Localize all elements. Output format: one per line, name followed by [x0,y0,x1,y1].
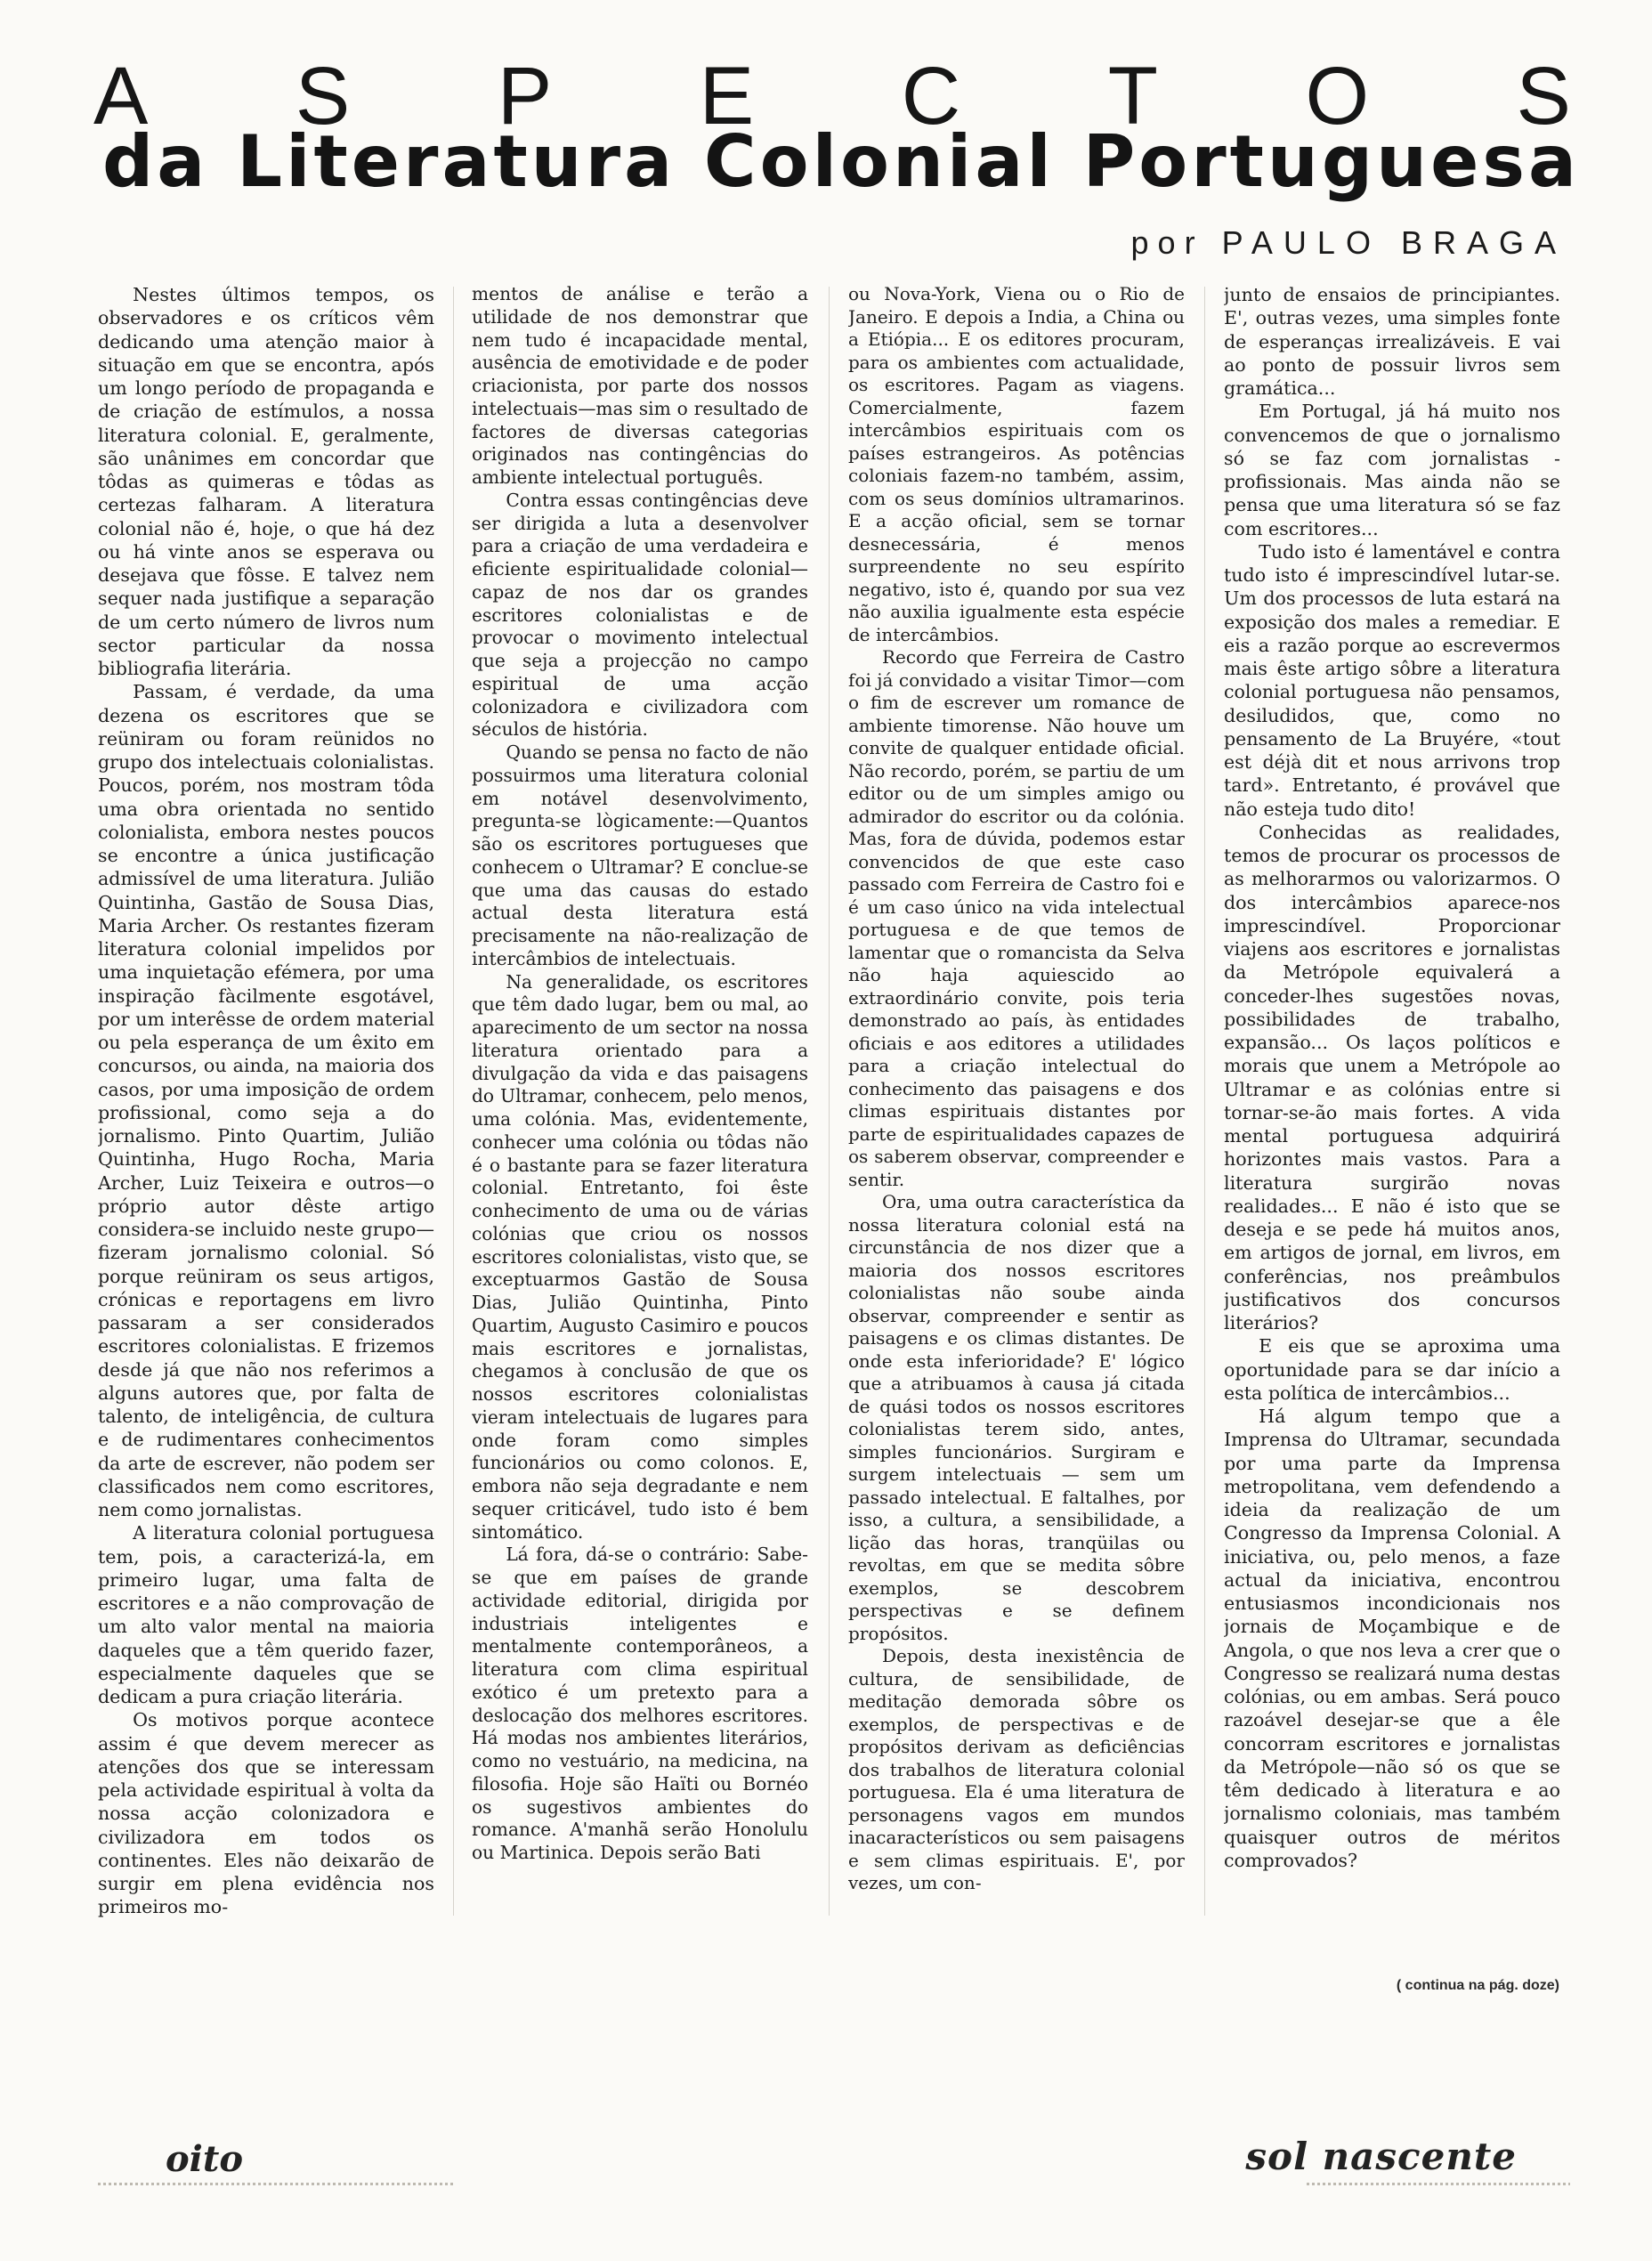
byline-author: PAULO BRAGA [1221,224,1567,261]
paragraph: Há algum tempo que a Imprensa do Ultramar, secundada por uma parte da Imprensa metropolitana, vem defendendo a ideia da realização de um Congresso da Imprensa Colonial. A iniciativa, ou, pelo menos, a faze actual da iniciativa, encontrou entusiasmos incondicionais nos jornais de Moçambique e de Angola, o que nos leva a crer que o Congresso se realizará numa destas colónias, ou em ambas. Será pouco razoável desejar-se que a êle concorram escritores e jornalistas da Metrópole—não só os que se têm dedicado à literatura e ao jornalismo coloniais, mas também quaisquer outros de méritos comprovados? [1224,1406,1560,1871]
magazine-name: sol nascente [1245,2135,1517,2178]
paragraph: junto de ensaios de principiantes. E', outras vezes, uma simples fonte de esperanças irrealizáveis. E vai ao ponto de possuir livros sem gramática... [1224,284,1560,399]
paragraph: Passam, é verdade, da uma dezena os escritores que se reüniram ou foram reünidos no grupo dos intelectuais colonialistas. Poucos, porém, nos mostram tôda uma obra orientada no sentido colonialista, embora nestes poucos se encontre a única justificação admissível de uma literatura. Julião Quintinha, Gastão de Sousa Dias, Maria Archer. Os restantes fizeram literatura colonial impelidos por uma inquietação efémera, por uma inspiração fàcilmente esgotável, por um interêsse de ordem material ou pela esperança de um êxito em concursos, ou ainda, na maioria dos casos, por uma imposição de ordem profissional, como seja a do jornalismo. Pinto Quartim, Julião Quintinha, Hugo Rocha, Maria Archer, Luiz Teixeira e outros—o próprio autor dêste artigo considera-se incluido neste grupo—fizeram jornalismo colonial. Só porque reüniram os seus artigos, crónicas e reportagens em livro passaram a ser considerados escritores colonialistas. E frizemos desde já que não nos referimos a alguns autores que, por falta de talento, de inteligência, de cultura e de rudimentares conhecimentos da arte de escrever, não podem ser classificados nem como escritores, nem como jornalistas. [98,681,434,1520]
paragraph: ou Nova-York, Viena ou o Rio de Janeiro. E depois a India, a China ou a Etiópia... E os editores procuram, para os ambientes com actualidade, os escritores. Pagam as viagens. Comercialmente, fazem intercâmbios espirituais com os países estrangeiros. As potências coloniais fazem-no também, assim, com os seus domínios ultramarinos. E a acção oficial, sem se tornar desnecessária, é menos surpreendente no seu espírito negativo, isto é, quando por sua vez não auxilia igualmente esta espécie de intercâmbios. [848,283,1185,645]
article-title: da Literatura Colonial Portuguesa [102,120,1580,203]
text-column-1 [98,283,434,1921]
paragraph: Nestes últimos tempos, os observadores e os críticos vêm dedicando uma atenção maior à situação em que se encontra, após um longo período de propaganda e de criação de estímulos, a nossa literatura colonial. E, geralmente, são unânimes em concordar que tôdas as quimeras e tôdas as certezas falharam. A literatura colonial não é, hoje, o que há dez ou há vinte anos se esperava ou desejava que fôsse. E talvez nem sequer nada justifique a separação de um certo número de livros num sector particular da nossa bibliografia literária. [98,284,434,679]
paragraph: Recordo que Ferreira de Castro foi já convidado a visitar Timor—com o fim de escrever um romance de ambiente timorense. Não houve um convite de qualquer entidade oficial. Não recordo, porém, se partiu de um editor ou de um simples amigo ou admirador do escritor ou da colónia. Mas, fora de dúvida, podemos estar convencidos de que este caso passado com Ferreira de Castro foi e é um caso único na vida intelectual portuguesa e de que temos de lamentar que o romancista da Selva não haja aquiescido ao extraordinário convite, pois teria demonstrado ao país, às entidades oficiais e aos editores a utilidades para a criação intelectual do conhecimento das paisagens e dos climas espirituais distantes por parte de espiritualidades capazes de os saberem observar, compreender e sentir. [848,646,1185,1190]
paragraph: Depois, desta inexistência de cultura, de sensibilidade, de meditação demorada sôbre os exemplos, de perspectivas e de propósitos derivam as deficiências dos trabalhos de literatura colonial portuguesa. Ela é uma literatura de personagens vagos em mundos inacaracterísticos ou sem paisagens e sem climas espirituais. E', por vezes, um con- [848,1645,1185,1893]
text-column-3 [848,283,1185,1921]
article-body [98,283,1558,1921]
paragraph: E eis que se aproxima uma oportunidade para se dar início a esta política de intercâmbios... [1224,1335,1560,1404]
paragraph: Ora, uma outra característica da nossa literatura colonial está na circunstância de nos dizer que a maioria dos nossos escritores colonialistas não soube ainda observar, compreender e sentir as paisagens e os climas distantes. De onde esta inferioridade? E' lógico que a atribuamos à causa já citada de quási todos os nossos escritores colonialistas terem sido, antes, simples funcionários. Surgiram e surgem intelectuais — sem um passado intelectual. E faltalhes, por isso, a cultura, a sensibilidade, a lição das horas, tranqüilas ou revoltas, em que se medita sôbre exemplos, se descobrem perspectivas e se definem propósitos. [848,1191,1185,1644]
paragraph: Tudo isto é lamentável e contra tudo isto é imprescindível lutar-se. Um dos processos de luta estará na exposição dos males a remediar. E eis a razão porque ao escrevermos mais êste artigo sôbre a literatura colonial portuguesa não pensamos, desiludidos, que, como no pensamento de La Bruyére, «tout est déjà dit et nous arrivons trop tard». Entretanto, é provável que não esteja tudo dito! [1224,540,1560,820]
kicker-letter: S [1516,51,1571,142]
paragraph: mentos de análise e terão a utilidade de nos demonstrar que nem tudo é incapacidade mental, ausência de emotividade e de poder criacionista, por parte dos nossos intelectuais—mas sim o resultado de factores de diversas categorias originados nas contingências do ambiente intelectual português. [472,283,808,488]
text-column-2 [472,283,808,1921]
kicker-letter: O [1305,51,1369,142]
page-number: oito [166,2138,244,2180]
paragraph: Conhecidas as realidades, temos de procurar os processos de as melhorarmos ou valorizarmos. O dos intercâmbios aparece-nos imprescindível. Proporcionar viajens aos escritores e jornalistas da Metrópole equivalerá a conceder-lhes sugestões novas, possibilidades de trabalho, expansão... Os laços políticos e morais que unem a Metrópole ao Ultramar e as colónias entre si tornar-se-ão mais fortes. A vida mental portuguesa adquirirá horizontes mais vastos. Para a literatura surgirão novas realidades... E não é isto que se deseja e se pede há muitos anos, em artigos de jornal, em livros, em conferências, nos preâmbulos justificativos dos concursos literários? [1224,821,1560,1333]
continuation-note: ( continua na pág. doze) [1396,1978,1559,1993]
footer-rule [98,2183,454,2185]
byline [1131,224,1567,262]
paragraph: A literatura colonial portuguesa tem, pois, a caracterizá-la, em primeiro lugar, uma falta de escritores e a não comprovação de um alto valor mental na maioria daqueles que a têm querido fazer, especialmente daqueles que se dedicam a pura criação literária. [98,1522,434,1707]
paragraph: Em Portugal, já há muito nos convencemos de que o jornalismo só se faz com jornalistas - profissionais. Mas ainda não se pensa que uma literatura só se faz com escritores... [1224,401,1560,539]
kicker-letter: T [1107,51,1158,142]
kicker-letter: S [295,51,351,142]
kicker-letter: E [699,51,755,142]
kicker-letter: A [93,51,149,142]
paragraph: Contra essas contingências deve ser dirigida a luta a desenvolver para a criação de uma verdadeira e eficiente espiritualidade colonial—capaz de nos dar os grandes escritores colonialistas e de provocar o movimento intelectual que seja a projecção no campo espiritual de uma acção colonizadora e civilizadora com séculos de história. [472,489,808,741]
footer-rule [1307,2183,1570,2185]
paragraph: Lá fora, dá-se o contrário: Sabe-se que em países de grande actividade editorial, dirigida por industriais inteligentes e mentalmente contemporâneos, a literatura com clima espiritual exótico é um pretexto para a deslocação dos melhores escritores. Há modas nos ambientes literários, como no vestuário, na medicina, na filosofia. Hoje são Haïti ou Bornéo os sugestivos ambientes do romance. A'manhã serão Honolulu ou Martinica. Depois serão Bati [472,1544,808,1863]
column-rule [829,287,830,1916]
paragraph: Os motivos porque acontece assim é que devem merecer as atenções dos que se interessam pela actividade espiritual à volta da nossa acção colonizadora e civilizadora em todos os continentes. Eles não deixarão de surgir em plena evidência nos primeiros mo- [98,1709,434,1918]
paragraph: Na generalidade, os escritores que têm dado lugar, bem ou mal, ao aparecimento de um sector na nossa literatura orientado para a divulgação da vida e das paisagens do Ultramar, conhecem, pelo menos, uma colónia. Mas, evidentemente, conhecer uma colónia ou tôdas não é o bastante para se fazer literatura colonial. Entretanto, foi êste conhecimento de uma ou de várias colónias que criou os nossos escritores colonialistas, visto que, se exceptuarmos Gastão de Sousa Dias, Julião Quintinha, Pinto Quartim, Augusto Casimiro e poucos mais escritores e jornalistas, chegamos à conclusão de que os nossos escritores colonialistas vieram intelectuais de lugares para onde foram como simples funcionários ou como colonos. E, embora não seja degradante e nem sequer criticável, tudo isto é bem sintomático. [472,970,808,1543]
column-rule [453,287,454,1916]
byline-prefix: por [1130,224,1204,261]
kicker-letter: P [497,51,553,142]
paragraph: Quando se pensa no facto de não possuirmos uma literatura colonial em notável desenvolvimento, pregunta-se lògicamente:—Quantos são os escritores portugueses que conhecem o Ultramar? E conclue-se que uma das causas do estado actual desta literatura está precisamente na não-realização de intercâmbios de intelectuais. [472,742,808,969]
kicker-letter: C [901,51,961,142]
text-column-4 [1224,283,1560,1921]
column-rule [1204,287,1205,1916]
